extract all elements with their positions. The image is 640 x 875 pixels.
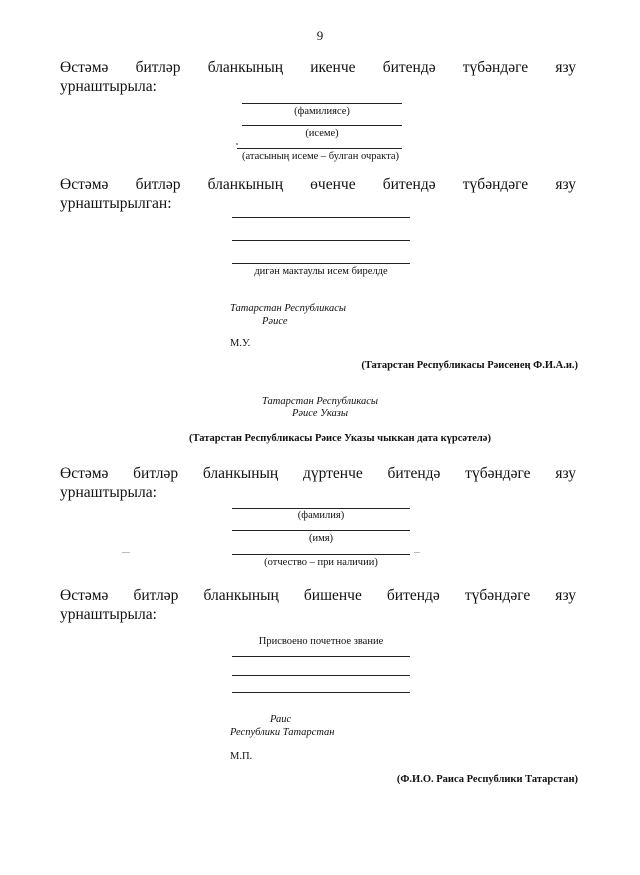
decree-line1: Татарстан Республикасы [261, 396, 379, 407]
title-caption: дигән мактаулы исем бирелде [254, 266, 388, 277]
rais-line1: Раис [270, 714, 292, 725]
seal-mark: М.У. [230, 338, 251, 349]
scan-speck [414, 552, 420, 553]
otchestvo-line [232, 554, 410, 555]
section3-lead-cont: урнаштырылган: [60, 195, 172, 212]
section4-lead-cont: урнаштырыла: [60, 484, 157, 501]
award-line-3 [232, 692, 410, 693]
imya-caption: (имя) [308, 533, 334, 544]
signer-title-line2: Рәисе [262, 316, 288, 327]
patronymic-line [237, 148, 402, 149]
name-caption: (исеме) [305, 128, 339, 139]
title-line-3 [232, 263, 410, 264]
section3-lead: Өстәмә битләр бланкының өченче битендә түбәндәге язу [60, 176, 576, 193]
section5-lead: Өстәмә битләр бланкының бишенче битендә түбәндәге язу [60, 587, 576, 604]
decree-line2: Рәисе Указы [291, 408, 349, 419]
scan-speck [236, 143, 238, 145]
scan-speck [122, 552, 130, 553]
otchestvo-caption: (отчество – при наличии) [264, 557, 378, 568]
award-line-1 [232, 656, 410, 657]
patronymic-caption: (атасының исеме – булган очракта) [242, 151, 399, 162]
title-line-1 [232, 217, 410, 218]
rais-line2: Республики Татарстан [230, 727, 335, 738]
signer-title-line1: Татарстан Республикасы [230, 303, 347, 314]
signer-name-caption: (Татарстан Республикасы Рәисенең Ф.И.А.и.) [361, 360, 578, 371]
familiya-line [232, 508, 410, 509]
name-line [242, 125, 402, 126]
section5-lead-cont: урнаштырыла: [60, 606, 157, 623]
awarded-heading: Присвоено почетное звание [258, 636, 384, 647]
surname-line [242, 103, 402, 104]
section4-lead: Өстәмә битләр бланкының дүртенче битендә түбәндәге язу [60, 465, 576, 482]
decree-date-caption: (Татарстан Республикасы Рәисе Указы чыккан дата күрсәтелә) [189, 433, 491, 444]
section2-lead: Өстәмә битләр бланкының икенче битендә түбәндәге язу [60, 59, 576, 76]
page-number: 9 [316, 28, 324, 43]
award-line-2 [232, 675, 410, 676]
seal-mark-ru: М.П. [230, 751, 253, 762]
section2-lead-cont: урнаштырыла: [60, 78, 157, 95]
surname-caption: (фамилиясе) [294, 106, 350, 117]
rais-name-caption: (Ф.И.О. Раиса Республики Татарстан) [396, 774, 578, 785]
imya-line [232, 530, 410, 531]
familiya-caption: (фамилия) [297, 510, 345, 521]
title-line-2 [232, 240, 410, 241]
